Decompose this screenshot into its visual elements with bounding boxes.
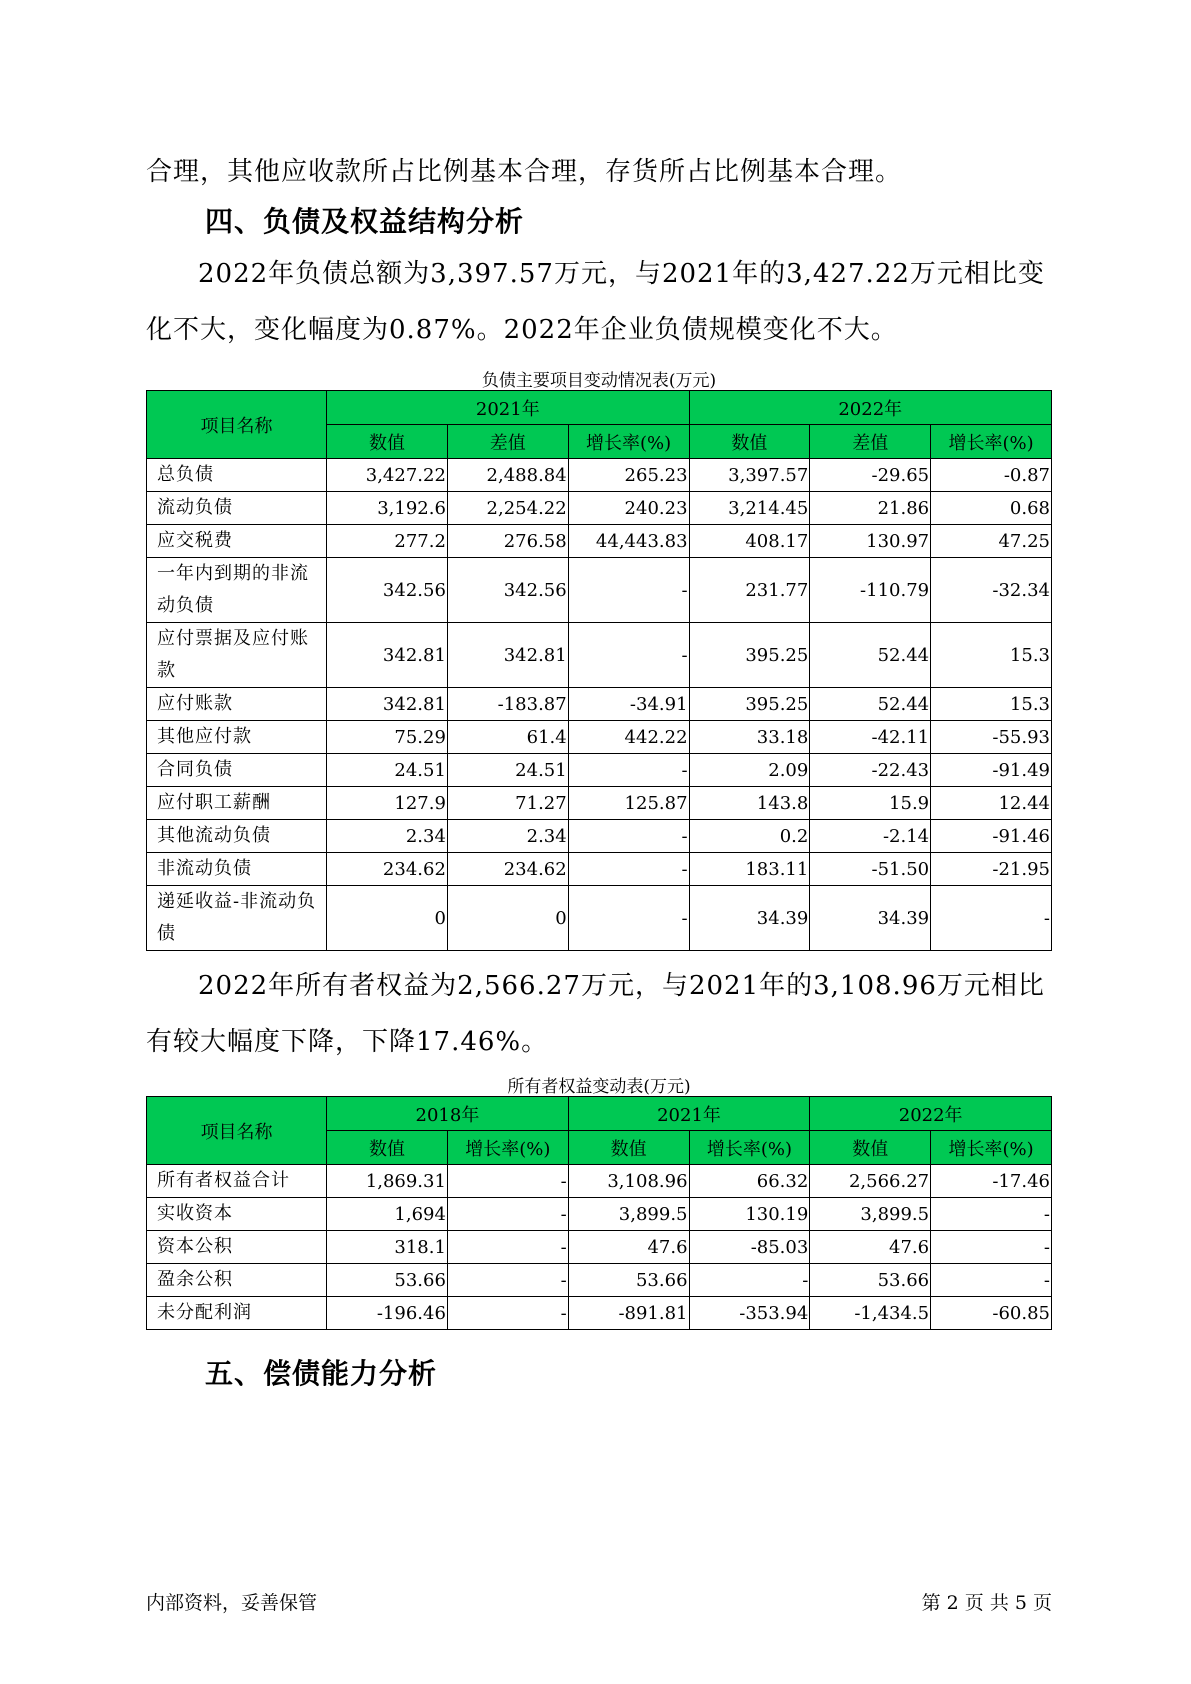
- row-value-cell: 15.9: [810, 787, 931, 820]
- row-value-cell: 3,214.45: [689, 492, 810, 525]
- row-value-cell: 3,192.6: [327, 492, 448, 525]
- row-value-cell: -196.46: [327, 1297, 448, 1330]
- row-value-cell: 1,869.31: [327, 1165, 448, 1198]
- equity-summary-paragraph: 2022年所有者权益为2,566.27万元，与2021年的3,108.96万元相比有较大幅度下降，下降17.46%。: [146, 971, 1045, 1057]
- row-item-name: 其他流动负债: [147, 820, 327, 853]
- row-value-cell: -17.46: [931, 1165, 1052, 1198]
- row-value-cell: 234.62: [327, 853, 448, 886]
- row-value-cell: -34.91: [568, 688, 689, 721]
- row-value-cell: 3,397.57: [689, 459, 810, 492]
- liability-table-row: [147, 853, 1052, 886]
- section-4-heading: 四、负债及权益结构分析: [205, 205, 525, 238]
- row-value-cell: 53.66: [327, 1264, 448, 1297]
- table1-sub-header: 差值: [447, 425, 568, 459]
- row-value-cell: -: [568, 754, 689, 787]
- table1-sub-header: 数值: [327, 425, 448, 459]
- row-value-cell: 24.51: [327, 754, 448, 787]
- section-5-heading: 五、偿债能力分析: [205, 1357, 438, 1390]
- row-value-cell: 15.3: [931, 623, 1052, 688]
- row-item-name: 非流动负债: [147, 853, 327, 886]
- row-value-cell: 21.86: [810, 492, 931, 525]
- row-value-cell: -353.94: [689, 1297, 810, 1330]
- row-value-cell: 66.32: [689, 1165, 810, 1198]
- row-value-cell: 130.97: [810, 525, 931, 558]
- table1-year-header: 2022年: [689, 391, 1051, 425]
- liability-table: [146, 390, 1052, 951]
- row-value-cell: -: [447, 1231, 568, 1264]
- row-value-cell: 12.44: [931, 787, 1052, 820]
- liability-table-row: [147, 886, 1052, 951]
- row-item-name: 应交税费: [147, 525, 327, 558]
- table1-name-header: 项目名称: [147, 391, 327, 459]
- liability-table-row: [147, 623, 1052, 688]
- row-value-cell: -: [568, 558, 689, 623]
- row-value-cell: 2,254.22: [447, 492, 568, 525]
- table1-sub-header: 增长率(%): [568, 425, 689, 459]
- row-item-name: 递延收益-非流动负债: [147, 886, 327, 951]
- row-value-cell: -85.03: [689, 1231, 810, 1264]
- row-item-name: 合同负债: [147, 754, 327, 787]
- row-value-cell: 0.68: [931, 492, 1052, 525]
- row-value-cell: 3,899.5: [568, 1198, 689, 1231]
- equity-table-row: [147, 1198, 1052, 1231]
- row-item-name: 应付票据及应付账款: [147, 623, 327, 688]
- row-value-cell: 3,108.96: [568, 1165, 689, 1198]
- equity-table-row: [147, 1231, 1052, 1264]
- row-value-cell: 240.23: [568, 492, 689, 525]
- row-value-cell: 33.18: [689, 721, 810, 754]
- row-value-cell: -2.14: [810, 820, 931, 853]
- row-value-cell: -: [447, 1165, 568, 1198]
- row-value-cell: -183.87: [447, 688, 568, 721]
- row-value-cell: -: [568, 886, 689, 951]
- row-value-cell: -: [568, 623, 689, 688]
- row-value-cell: 395.25: [689, 688, 810, 721]
- row-item-name: 应付职工薪酬: [147, 787, 327, 820]
- row-value-cell: 0: [447, 886, 568, 951]
- table1-sub-header: 数值: [689, 425, 810, 459]
- liability-summary-paragraph: 2022年负债总额为3,397.57万元，与2021年的3,427.22万元相比变化不大，变化幅度为0.87%。2022年企业负债规模变化不大。: [146, 259, 1045, 345]
- row-value-cell: 61.4: [447, 721, 568, 754]
- table2-sub-header: 增长率(%): [689, 1131, 810, 1165]
- row-value-cell: 24.51: [447, 754, 568, 787]
- row-value-cell: -55.93: [931, 721, 1052, 754]
- confidential-footer: 内部资料，妥善保管: [146, 1592, 318, 1614]
- row-value-cell: -21.95: [931, 853, 1052, 886]
- row-value-cell: 52.44: [810, 688, 931, 721]
- row-value-cell: 0.2: [689, 820, 810, 853]
- row-value-cell: 130.19: [689, 1198, 810, 1231]
- row-value-cell: 52.44: [810, 623, 931, 688]
- row-value-cell: -: [689, 1264, 810, 1297]
- row-value-cell: 342.56: [447, 558, 568, 623]
- row-value-cell: -91.49: [931, 754, 1052, 787]
- row-value-cell: 34.39: [689, 886, 810, 951]
- row-value-cell: 44,443.83: [568, 525, 689, 558]
- table2-sub-header: 增长率(%): [931, 1131, 1052, 1165]
- row-value-cell: 3,427.22: [327, 459, 448, 492]
- row-value-cell: -91.46: [931, 820, 1052, 853]
- table1-sub-header: 差值: [810, 425, 931, 459]
- row-value-cell: 342.81: [327, 623, 448, 688]
- row-value-cell: 395.25: [689, 623, 810, 688]
- liability-table-row: [147, 492, 1052, 525]
- table2-year-header: 2018年: [327, 1097, 569, 1131]
- row-item-name: 总负债: [147, 459, 327, 492]
- row-value-cell: 53.66: [568, 1264, 689, 1297]
- row-value-cell: 125.87: [568, 787, 689, 820]
- row-value-cell: 3,899.5: [810, 1198, 931, 1231]
- table2-sub-header: 数值: [568, 1131, 689, 1165]
- row-value-cell: 2.09: [689, 754, 810, 787]
- row-value-cell: -: [568, 820, 689, 853]
- row-value-cell: 47.25: [931, 525, 1052, 558]
- row-value-cell: -: [447, 1297, 568, 1330]
- row-value-cell: -42.11: [810, 721, 931, 754]
- row-value-cell: 276.58: [447, 525, 568, 558]
- table2-year-header: 2022年: [810, 1097, 1052, 1131]
- row-value-cell: -51.50: [810, 853, 931, 886]
- row-item-name: 所有者权益合计: [147, 1165, 327, 1198]
- row-value-cell: 183.11: [689, 853, 810, 886]
- row-item-name: 其他应付款: [147, 721, 327, 754]
- liability-table-row: [147, 721, 1052, 754]
- row-value-cell: 2,488.84: [447, 459, 568, 492]
- row-value-cell: -: [931, 1231, 1052, 1264]
- row-value-cell: 234.62: [447, 853, 568, 886]
- liability-table-row: [147, 787, 1052, 820]
- row-value-cell: 47.6: [568, 1231, 689, 1264]
- table2-caption: 所有者权益变动表(万元): [507, 1077, 691, 1097]
- row-value-cell: -891.81: [568, 1297, 689, 1330]
- row-value-cell: 127.9: [327, 787, 448, 820]
- row-value-cell: 71.27: [447, 787, 568, 820]
- row-value-cell: 342.56: [327, 558, 448, 623]
- table1-caption: 负债主要项目变动情况表(万元): [481, 371, 717, 391]
- row-value-cell: 143.8: [689, 787, 810, 820]
- row-value-cell: 2.34: [447, 820, 568, 853]
- row-value-cell: 442.22: [568, 721, 689, 754]
- row-value-cell: -29.65: [810, 459, 931, 492]
- row-value-cell: -: [931, 1198, 1052, 1231]
- row-item-name: 实收资本: [147, 1198, 327, 1231]
- equity-table: [146, 1096, 1052, 1330]
- row-item-name: 未分配利润: [147, 1297, 327, 1330]
- row-value-cell: 277.2: [327, 525, 448, 558]
- row-value-cell: 34.39: [810, 886, 931, 951]
- row-value-cell: -0.87: [931, 459, 1052, 492]
- row-item-name: 应付账款: [147, 688, 327, 721]
- row-value-cell: -: [568, 853, 689, 886]
- liability-table-row: [147, 525, 1052, 558]
- row-value-cell: -: [447, 1198, 568, 1231]
- equity-table-row: [147, 1297, 1052, 1330]
- table2-name-header: 项目名称: [147, 1097, 327, 1165]
- row-value-cell: 15.3: [931, 688, 1052, 721]
- row-value-cell: 2.34: [327, 820, 448, 853]
- row-value-cell: -110.79: [810, 558, 931, 623]
- row-value-cell: 2,566.27: [810, 1165, 931, 1198]
- liability-table-row: [147, 754, 1052, 787]
- row-value-cell: 1,694: [327, 1198, 448, 1231]
- table1-sub-header: 增长率(%): [931, 425, 1052, 459]
- row-value-cell: 75.29: [327, 721, 448, 754]
- liability-table-row: [147, 558, 1052, 623]
- row-value-cell: 0: [327, 886, 448, 951]
- row-value-cell: -22.43: [810, 754, 931, 787]
- row-value-cell: -1,434.5: [810, 1297, 931, 1330]
- row-value-cell: 53.66: [810, 1264, 931, 1297]
- liability-table-row: [147, 459, 1052, 492]
- equity-table-row: [147, 1165, 1052, 1198]
- table2-year-header: 2021年: [568, 1097, 810, 1131]
- row-value-cell: 47.6: [810, 1231, 931, 1264]
- row-item-name: 资本公积: [147, 1231, 327, 1264]
- row-value-cell: 408.17: [689, 525, 810, 558]
- row-value-cell: -32.34: [931, 558, 1052, 623]
- row-value-cell: -: [931, 886, 1052, 951]
- row-item-name: 盈余公积: [147, 1264, 327, 1297]
- row-item-name: 流动负债: [147, 492, 327, 525]
- table1-year-header: 2021年: [327, 391, 689, 425]
- table2-sub-header: 数值: [810, 1131, 931, 1165]
- row-value-cell: -: [931, 1264, 1052, 1297]
- table2-sub-header: 数值: [327, 1131, 448, 1165]
- row-value-cell: -: [447, 1264, 568, 1297]
- row-value-cell: 342.81: [327, 688, 448, 721]
- liability-table-row: [147, 820, 1052, 853]
- liability-table-row: [147, 688, 1052, 721]
- intro-paragraph-tail: 合理，其他应收款所占比例基本合理，存货所占比例基本合理。: [146, 157, 903, 187]
- row-value-cell: 231.77: [689, 558, 810, 623]
- row-value-cell: 342.81: [447, 623, 568, 688]
- row-value-cell: 318.1: [327, 1231, 448, 1264]
- equity-table-row: [147, 1264, 1052, 1297]
- row-value-cell: 265.23: [568, 459, 689, 492]
- row-item-name: 一年内到期的非流动负债: [147, 558, 327, 623]
- page-number: 第 2 页 共 5 页: [921, 1592, 1052, 1614]
- row-value-cell: -60.85: [931, 1297, 1052, 1330]
- table2-sub-header: 增长率(%): [447, 1131, 568, 1165]
